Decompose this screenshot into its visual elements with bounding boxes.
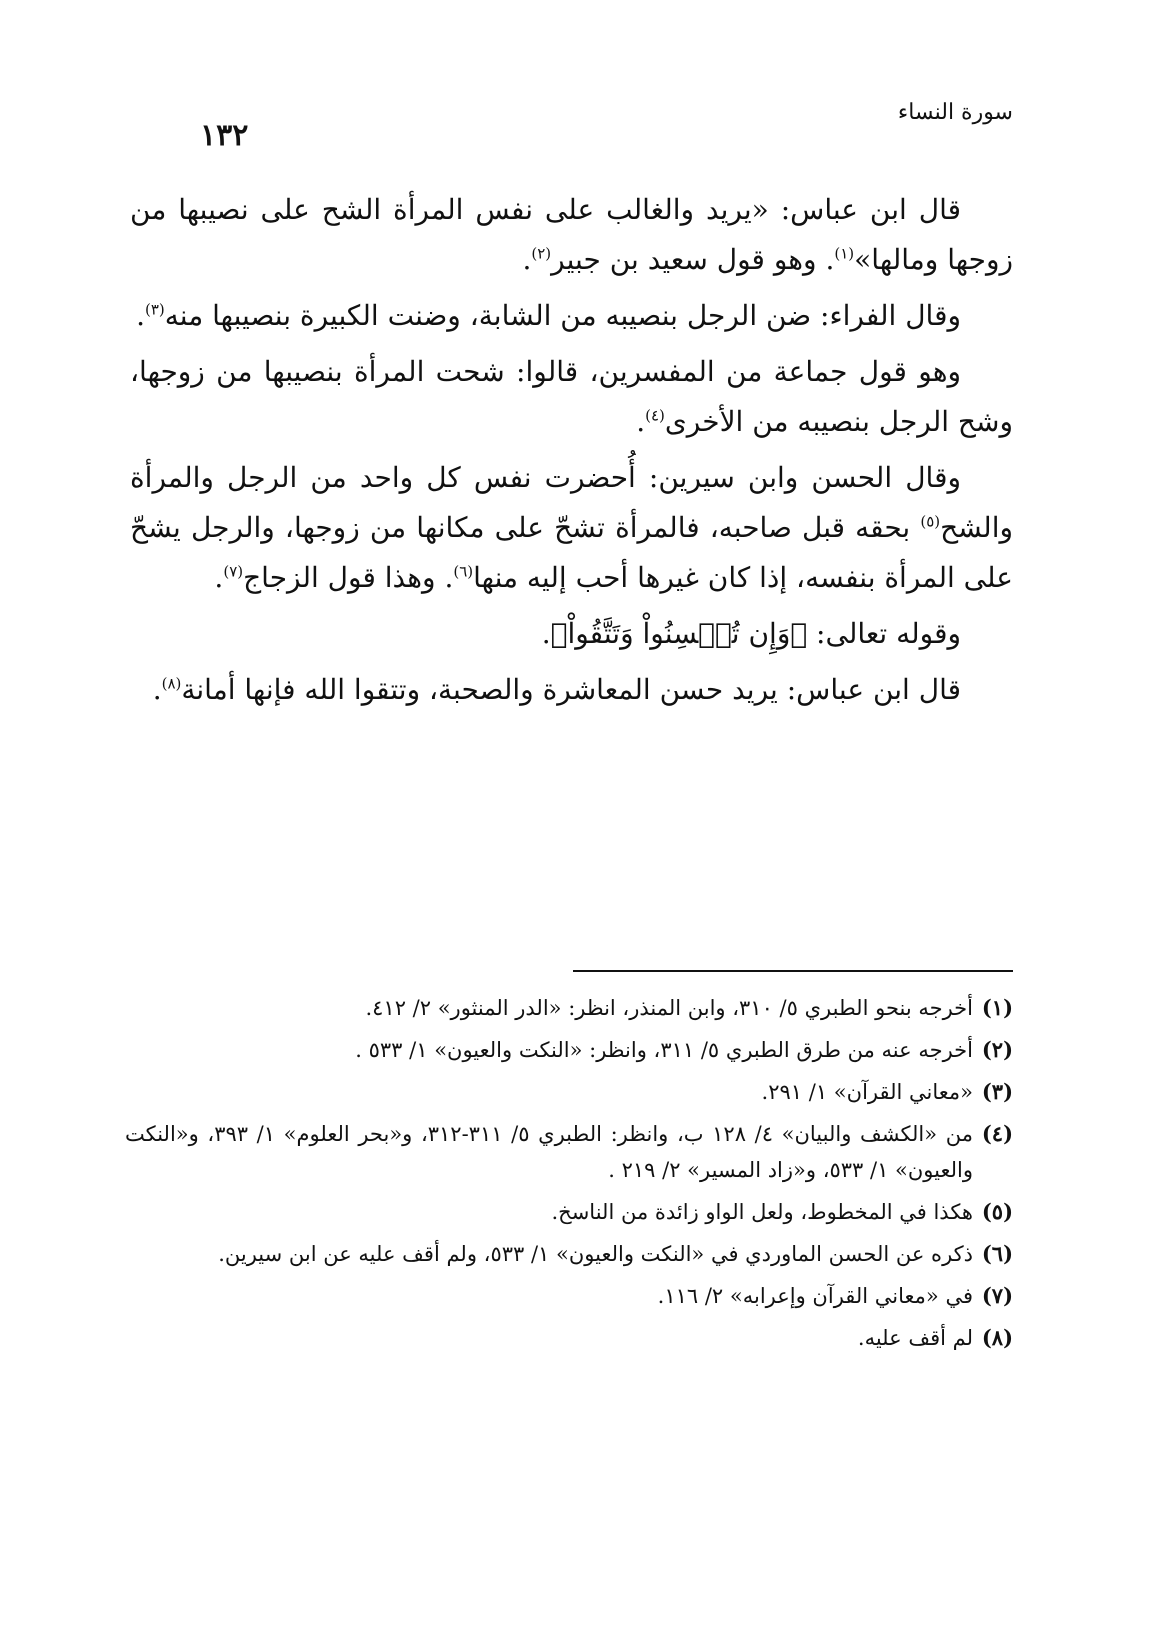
footnote-text: لم أقف عليه. [857,1326,973,1350]
footnotes [125,990,1013,1362]
footnote-text: «معاني القرآن» ١/ ٢٩١. [761,1080,973,1104]
paragraph-3 [130,347,1013,447]
footnote-text: ذكره عن الحسن الماوردي في «النكت والعيون» ١/ ٥٣٣، ولم أقف عليه عن ابن سيرين. [218,1242,973,1266]
footnote-item [125,1074,1013,1110]
page-header [200,100,1013,153]
text-run: قال ابن عباس: «يريد والغالب على نفس المرأة الشح على نصيبها من زوجها ومالها» [130,193,1013,276]
footnote-number: (٢) [981,1037,1013,1062]
footnote-ref: (٣) [145,300,165,319]
footnote-ref: (٤) [645,406,665,425]
footnote-ref: (٦) [453,562,474,581]
text-run: . وهذا قول الزجاج [243,561,454,594]
surah-title: سورة النساء [897,100,1013,125]
text-run: وهو قول جماعة من المفسرين، قالوا: شحت المرأة بنصيبها من زوجها، وشح الرجل بنصيبه من الأخرى [130,355,1013,438]
footnote-item [125,1194,1013,1230]
text-run: بحقه قبل صاحبه، فالمرأة تشحّ على مكانها من زوجها، والرجل يشحّ على المرأة بنفسه، إذا كان غيرها أحب إليه منها [130,511,1013,594]
footnote-text: أخرجه بنحو الطبري ٥/ ٣١٠، وابن المنذر، انظر: «الدر المنثور» ٢/ ٤١٢. [365,996,973,1020]
paragraph-2 [130,291,1013,341]
text-run: وقال الفراء: ضن الرجل بنصيبه من الشابة، وضنت الكبيرة بنصيبها منه [164,299,961,332]
text-run: . [136,299,145,332]
footnote-text: هكذا في المخطوط، ولعل الواو زائدة من الناسخ. [551,1200,973,1224]
text-run: . [636,405,646,438]
text-run: . وهو قول سعيد بن جبير [551,243,835,276]
text-run: . [522,243,532,276]
footnote-text: في «معاني القرآن وإعرابه» ٢/ ١١٦. [657,1284,973,1308]
footnote-item [125,1278,1013,1314]
quran-verse [130,609,1013,659]
footnote-divider [573,970,1013,972]
footnote-number: (٣) [981,1079,1013,1104]
footnote-number: (٨) [981,1325,1013,1350]
paragraph-6 [130,665,1013,715]
footnote-number: (٤) [981,1121,1013,1146]
footnote-ref: (١) [834,244,855,263]
footnote-text: من «الكشف والبيان» ٤/ ١٢٨ ب، وانظر: الطبري ٥/ ٣١١-٣١٢، و«بحر العلوم» ١/ ٣٩٣، و«النكت والعيون» ١/ ٥٣٣، و«زاد المسير» ٢/ ٢١٩ . [125,1122,973,1182]
footnote-number: (١) [981,995,1013,1020]
text-run: وقوله تعالى: ﴿وَإِن تُحۡسِنُواْ وَتَتَّقُواْ﴾. [541,617,961,650]
text-run: وقال الحسن وابن سيرين: أُحضرت نفس كل واحد من الرجل والمرأة والشح [130,461,1013,544]
footnote-number: (٥) [981,1199,1013,1224]
footnote-ref: (٢) [531,244,552,263]
footnote-item [125,990,1013,1026]
footnote-text: أخرجه عنه من طرق الطبري ٥/ ٣١١، وانظر: «النكت والعيون» ١/ ٥٣٣ . [355,1038,973,1062]
footnote-number: (٦) [981,1241,1013,1266]
footnote-item [125,1032,1013,1068]
footnote-ref: (٧) [223,562,244,581]
footnote-ref: (٥) [920,512,941,531]
footnote-item [125,1320,1013,1356]
text-run: . [214,561,224,594]
footnote-item [125,1116,1013,1188]
text-run: قال ابن عباس: يريد حسن المعاشرة والصحبة، وتتقوا الله فإنها أمانة [181,673,961,706]
page-number: ١٣٢ [200,118,249,153]
footnote-number: (٧) [981,1283,1013,1308]
paragraph-1 [130,185,1013,285]
text-run: . [152,673,162,706]
footnote-item [125,1236,1013,1272]
main-text [130,185,1013,721]
paragraph-4 [130,453,1013,603]
footnote-ref: (٨) [161,674,182,693]
